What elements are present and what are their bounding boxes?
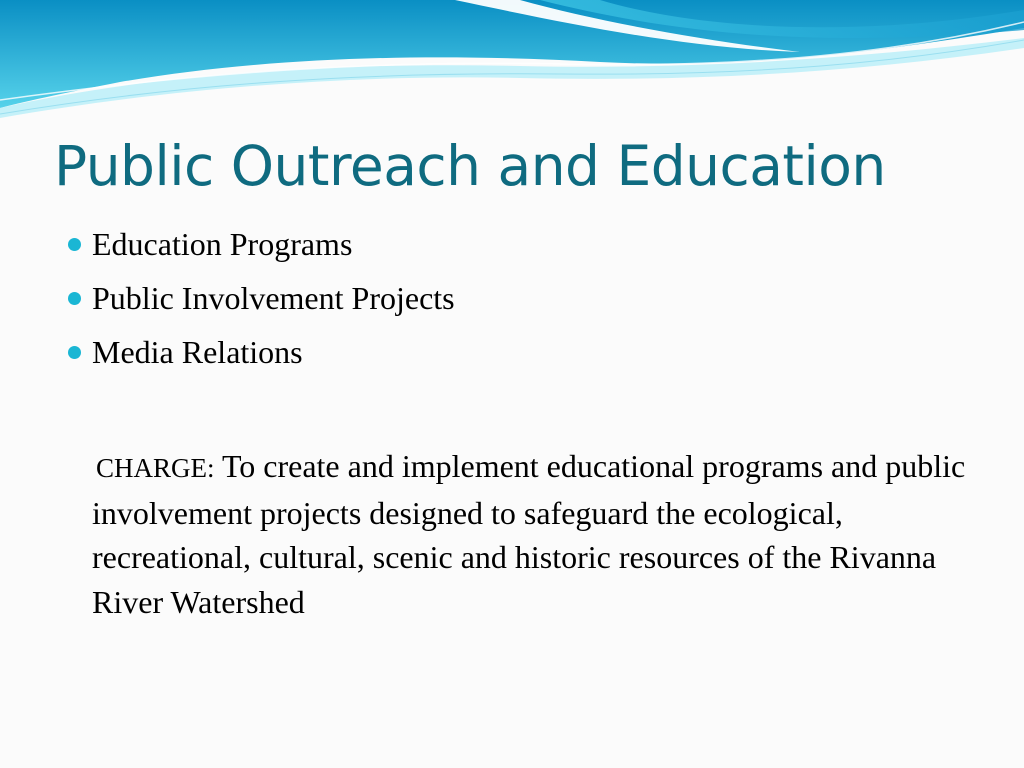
bullet-list bbox=[64, 222, 455, 384]
charge-statement bbox=[92, 444, 992, 624]
bullet-label: Media Relations bbox=[92, 334, 303, 370]
bullet-dot-icon bbox=[68, 292, 81, 305]
bullet-item-public-involvement-projects bbox=[64, 276, 455, 330]
charge-label: CHARGE: bbox=[96, 453, 215, 483]
bullet-label: Education Programs bbox=[92, 226, 353, 262]
bullet-dot-icon bbox=[68, 346, 81, 359]
charge-text: To create and implement educational programs and public involvement projects designed to safeguard the ecological, recreational, cultural, scenic and historic resources of the Rivanna River Watershed bbox=[92, 448, 966, 620]
slide-title: Public Outreach and Education bbox=[54, 134, 886, 198]
bullet-item-education-programs bbox=[64, 222, 455, 276]
bullet-label: Public Involvement Projects bbox=[92, 280, 455, 316]
bullet-dot-icon bbox=[68, 238, 81, 251]
header-wave-decoration bbox=[0, 0, 1024, 130]
bullet-item-media-relations bbox=[64, 330, 455, 384]
